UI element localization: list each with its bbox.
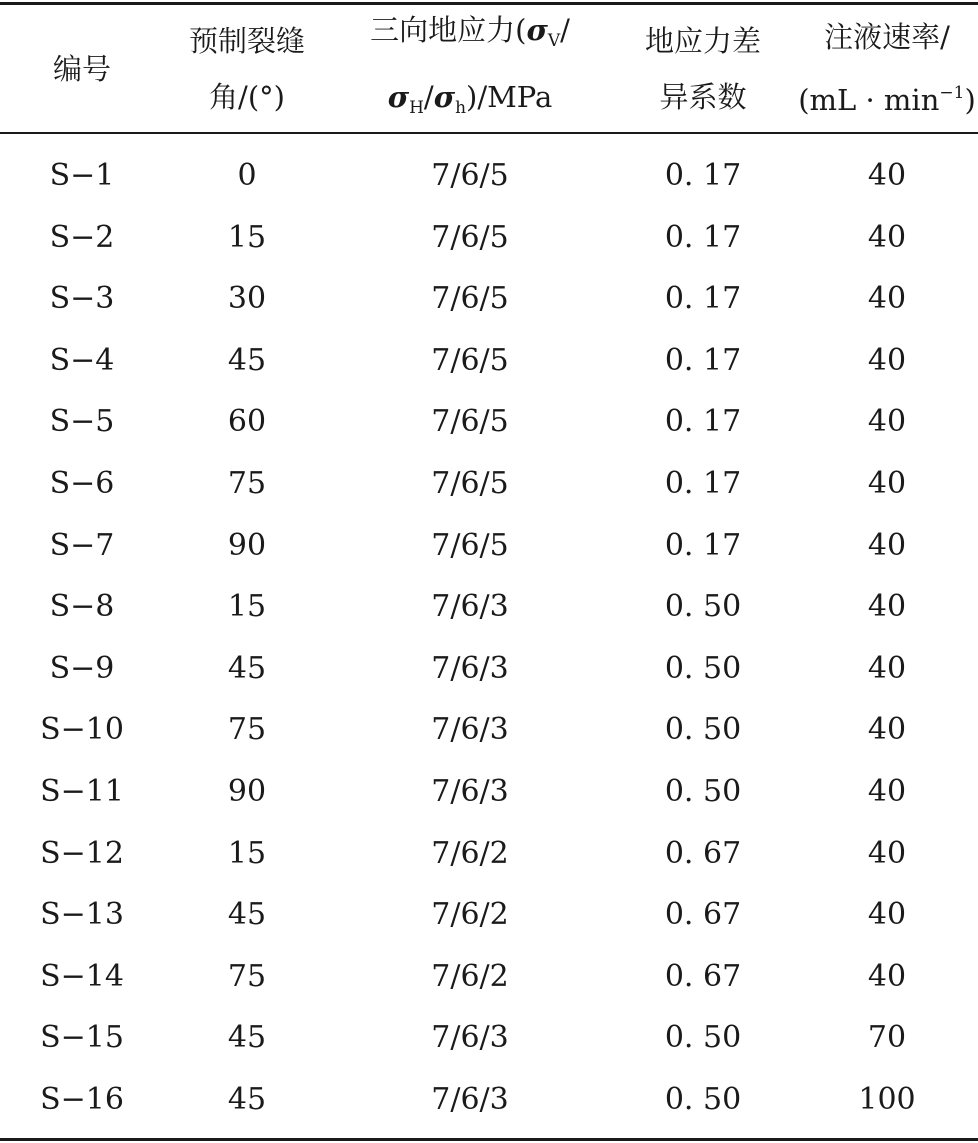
table-row	[0, 207, 978, 269]
cell-crack-angle: 15	[227, 835, 267, 871]
cell-crack-angle: 45	[227, 897, 267, 933]
header-crack-angle-line2: 角/(°)	[209, 79, 285, 114]
sigma-v-subscript: V	[547, 30, 561, 51]
header-id-label: 编号	[52, 51, 111, 86]
cell-in-situ-stress: 7/6/5	[431, 342, 509, 378]
header-crack-angle-line1: 预制裂缝	[188, 23, 305, 58]
cell-injection-rate: 40	[867, 773, 907, 809]
cell-stress-coefficient: 0. 17	[664, 404, 742, 440]
cell-in-situ-stress: 7/6/3	[431, 1020, 509, 1056]
cell-crack-angle: 75	[227, 465, 267, 501]
cell-stress-coefficient: 0. 17	[664, 527, 742, 563]
cell-id: S−2	[49, 219, 115, 255]
cell-crack-angle: 45	[227, 650, 267, 686]
table-row	[0, 145, 978, 207]
header-rate-unit-sup: −1	[939, 83, 965, 103]
cell-id: S−14	[40, 958, 124, 994]
sigma-h-lower-symbol: σ	[433, 79, 456, 114]
cell-in-situ-stress: 7/6/5	[431, 219, 509, 255]
cell-stress-coefficient: 0. 50	[664, 650, 742, 686]
cell-crack-angle: 45	[227, 1020, 267, 1056]
cell-stress-coefficient: 0. 67	[664, 958, 742, 994]
cell-injection-rate: 40	[867, 527, 907, 563]
cell-injection-rate: 70	[867, 1020, 907, 1056]
cell-in-situ-stress: 7/6/3	[431, 1081, 509, 1117]
header-rate-line2	[798, 65, 976, 128]
cell-stress-coefficient: 0. 50	[664, 1081, 742, 1117]
cell-in-situ-stress: 7/6/5	[431, 527, 509, 563]
cell-in-situ-stress: 7/6/5	[431, 158, 509, 193]
cell-crack-angle: 45	[227, 342, 267, 378]
cell-id: S−4	[49, 342, 115, 378]
cell-id: S−12	[40, 835, 124, 871]
header-stress-slash-b: /	[423, 79, 434, 114]
cell-in-situ-stress: 7/6/2	[431, 897, 509, 933]
sigma-h-upper-subscript: H	[409, 97, 424, 118]
cell-in-situ-stress: 7/6/2	[431, 958, 509, 994]
cell-stress-coefficient: 0. 17	[664, 219, 742, 255]
table-row	[0, 576, 978, 638]
table-row	[0, 330, 978, 392]
header-crack-angle	[164, 5, 330, 132]
header-rate-unit-post: )	[964, 83, 976, 117]
cell-crack-angle: 15	[227, 219, 267, 255]
cell-crack-angle: 75	[227, 958, 267, 994]
cell-id: S−15	[40, 1020, 124, 1056]
cell-injection-rate: 40	[867, 712, 907, 748]
table-row	[0, 946, 978, 1008]
cell-in-situ-stress: 7/6/5	[431, 404, 509, 440]
cell-id: S−9	[49, 650, 115, 686]
header-stress-prefix: 三向地应力(	[370, 12, 527, 47]
header-stress-unit: )/MPa	[466, 79, 553, 114]
header-rate-line1: 注液速率/	[824, 20, 950, 54]
cell-id: S−10	[40, 712, 124, 748]
cell-id: S−5	[49, 404, 115, 440]
header-stress-difference-coefficient	[610, 5, 796, 132]
cell-injection-rate: 40	[867, 281, 907, 317]
cell-crack-angle: 30	[227, 281, 267, 317]
cell-crack-angle: 15	[227, 589, 267, 625]
cell-in-situ-stress: 7/6/5	[431, 281, 509, 317]
cell-id: S−3	[49, 281, 115, 317]
table-row	[0, 1069, 978, 1131]
cell-crack-angle: 90	[227, 527, 267, 563]
table-row	[0, 1007, 978, 1069]
cell-in-situ-stress: 7/6/3	[431, 650, 509, 686]
cell-stress-coefficient: 0. 50	[664, 589, 742, 625]
cell-injection-rate: 40	[867, 404, 907, 440]
cell-in-situ-stress: 7/6/3	[431, 712, 509, 748]
header-id	[0, 5, 164, 132]
table-header-rule	[0, 132, 978, 134]
cell-injection-rate: 100	[858, 1081, 916, 1117]
header-coef-line2: 异系数	[659, 79, 747, 114]
cell-crack-angle: 0	[237, 158, 257, 193]
header-coef-line1: 地应力差	[644, 23, 761, 58]
cell-crack-angle: 90	[227, 773, 267, 809]
cell-id: S−8	[49, 589, 115, 625]
cell-stress-coefficient: 0. 50	[664, 1020, 742, 1056]
header-in-situ-stress	[330, 5, 610, 132]
cell-crack-angle: 60	[227, 404, 267, 440]
cell-injection-rate: 40	[867, 589, 907, 625]
cell-injection-rate: 40	[867, 158, 907, 193]
table-row	[0, 391, 978, 453]
table-row	[0, 884, 978, 946]
cell-stress-coefficient: 0. 17	[664, 158, 742, 193]
header-stress-line2	[388, 69, 553, 136]
table-row	[0, 515, 978, 577]
cell-stress-coefficient: 0. 67	[664, 897, 742, 933]
table-row	[0, 268, 978, 330]
table-body	[0, 145, 978, 1131]
table-header	[0, 5, 978, 132]
cell-injection-rate: 40	[867, 219, 907, 255]
header-stress-line1	[370, 2, 570, 69]
cell-crack-angle: 75	[227, 712, 267, 748]
table-row	[0, 823, 978, 885]
cell-injection-rate: 40	[867, 897, 907, 933]
cell-injection-rate: 40	[867, 465, 907, 501]
table-row	[0, 761, 978, 823]
table-bottom-rule	[0, 1138, 978, 1141]
cell-id: S−13	[40, 897, 124, 933]
header-rate-unit-pre: (mL · min	[798, 83, 940, 117]
cell-id: S−7	[49, 527, 115, 563]
cell-in-situ-stress: 7/6/2	[431, 835, 509, 871]
cell-injection-rate: 40	[867, 650, 907, 686]
sigma-v-symbol: σ	[526, 12, 548, 47]
table-row	[0, 453, 978, 515]
header-injection-rate	[796, 5, 978, 132]
header-stress-slash-a: /	[560, 12, 570, 47]
cell-stress-coefficient: 0. 17	[664, 281, 742, 317]
cell-stress-coefficient: 0. 17	[664, 465, 742, 501]
cell-id: S−11	[40, 773, 124, 809]
table-row	[0, 699, 978, 761]
cell-id: S−1	[49, 158, 115, 193]
cell-injection-rate: 40	[867, 342, 907, 378]
cell-injection-rate: 40	[867, 958, 907, 994]
cell-in-situ-stress: 7/6/5	[431, 465, 509, 501]
cell-in-situ-stress: 7/6/3	[431, 589, 509, 625]
cell-stress-coefficient: 0. 17	[664, 342, 742, 378]
sigma-h-upper-symbol: σ	[387, 79, 410, 114]
cell-stress-coefficient: 0. 50	[664, 773, 742, 809]
table-row	[0, 638, 978, 700]
cell-id: S−16	[40, 1081, 124, 1117]
sigma-h-lower-subscript: h	[455, 97, 467, 118]
cell-stress-coefficient: 0. 50	[664, 712, 742, 748]
cell-in-situ-stress: 7/6/3	[431, 773, 509, 809]
cell-injection-rate: 40	[867, 835, 907, 871]
cell-stress-coefficient: 0. 67	[664, 835, 742, 871]
cell-id: S−6	[49, 465, 115, 501]
cell-crack-angle: 45	[227, 1081, 267, 1117]
